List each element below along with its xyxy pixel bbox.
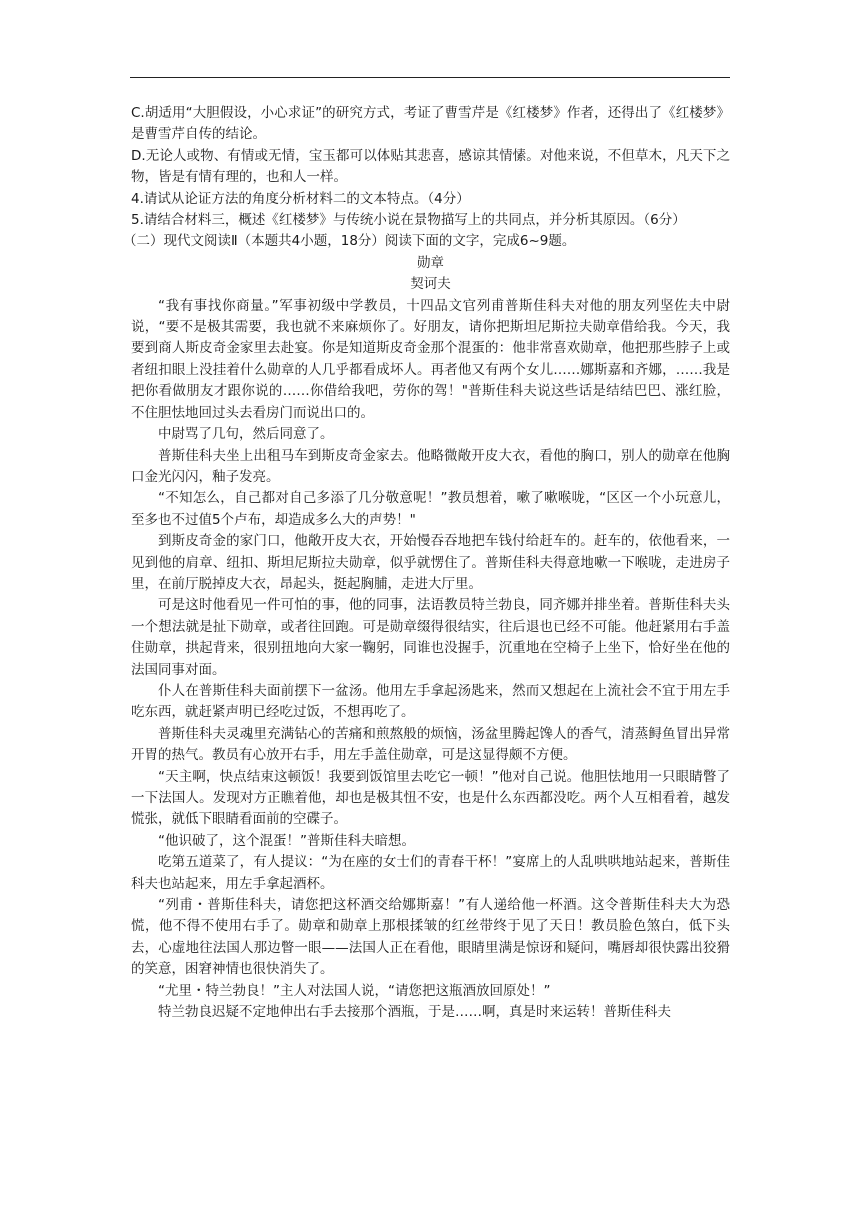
story-paragraph: 特兰勃良迟疑不定地伸出右手去接那个酒瓶，于是……啊，真是时来运转！普斯佳科夫 <box>158 1004 671 1021</box>
question-5: 5.请结合材料三，概述《红楼梦》与传统小说在景物描写上的共同点，并分析其原因。（6分） <box>131 212 686 229</box>
story-paragraph: 普斯佳科夫灵魂里充满钻心的苦痛和煎熬般的烦恼，汤盆里腾起馋人的香气，清蒸鲟鱼冒出异常开胃的热气。教员有心放开右手，用左手盖住勋章，可是这显得颇不方便。 <box>131 725 730 764</box>
story-paragraph: “尤里・特兰勃良！”主人对法国人说，“请您把这瓶酒放回原处！” <box>158 982 551 999</box>
header-rule <box>130 77 730 78</box>
story-paragraph: 可是这时他看见一件可怕的事，他的同事，法语教员特兰勃良，同齐娜并排坐着。普斯佳科夫头一个想法就是扯下勋章，或者往回跑。可是勋章缀得很结实，往后退也已经不可能。他赶紧用右手盖住勋章，拱起背来，很别扭地向大家一鞠躬，同谁也没握手，沉重地在空椅子上坐下，恰好坐在他的法国同事对面。 <box>131 597 730 678</box>
story-title: 勋章 <box>417 254 444 271</box>
story-paragraph: “天主啊，快点结束这顿饭！我要到饭馆里去吃它一顿！”他对自己说。他胆怯地用一只眼睛瞥了一下法国人。发现对方正瞧着他，却也是极其忸不安，也是什么东西都没吃。两个人互相看着，越发慌张，就低下眼睛看面前的空碟子。 <box>131 768 730 828</box>
story-paragraph: “不知怎么，自己都对自己多添了几分敬意呢！”教员想着，嗽了嗽喉咙，“区区一个小玩意儿，至多也不过值5个卢布，却造成多么大的声势！" <box>131 490 730 528</box>
document-page <box>123 103 730 1023</box>
section-heading: （二）现代文阅读Ⅱ（本题共4小题，18分）阅读下面的文字，完成6~9题。 <box>123 233 576 250</box>
story-paragraph: 普斯佳科夫坐上出租马车到斯皮奇金家去。他略微敞开皮大衣，看他的胸口，别人的勋章在他胸口金光闪闪，釉子发亮。 <box>131 447 730 485</box>
question-4: 4.请试从论证方法的角度分析材料二的文本特点。（4分） <box>131 190 470 207</box>
story-paragraph: 中尉骂了几句，然后同意了。 <box>158 426 334 443</box>
story-paragraph: 仆人在普斯佳科夫面前摆下一盆汤。他用左手拿起汤匙来，然而又想起在上流社会不宜于用左手吃东西，就赶紧声明已经吃过饭，不想再吃了。 <box>131 682 730 721</box>
answer-option-c: C.胡适用“大胆假设，小心求证”的研究方式，考证了曹雪芹是《红楼梦》作者，还得出了《红楼梦》是曹雪芹自传的结论。 <box>131 105 730 143</box>
story-paragraph: 吃第五道菜了，有人提议：“为在座的女士们的青春干杯！”宴席上的人乱哄哄地站起来，普斯佳科夫也站起来，用左手拿起酒杯。 <box>131 854 730 892</box>
answer-option-d: D.无论人或物、有情或无情，宝玉都可以体贴其悲喜，感谅其情愫。对他来说，不但草木，凡天下之物，皆是有情有理的，也和人一样。 <box>131 147 730 186</box>
story-paragraph: “他识破了，这个混蛋！”普斯佳科夫暗想。 <box>158 832 415 849</box>
story-paragraph: 到斯皮奇金的家门口，他敞开皮大衣，开始慢吞吞地把车钱付给赶车的。赶车的，依他看来，一见到他的肩章、纽扣、斯坦尼斯拉夫勋章，似乎就愣住了。普斯佳科夫得意地嗽一下喉咙，走进房子里，在前厅脱掉皮大衣，昂起头，挺起胸脯，走进大厅里。 <box>131 533 730 592</box>
story-paragraph: “列甫・普斯佳科夫，请您把这杯酒交给娜斯嘉！”有人递给他一杯酒。这令普斯佳科夫大为恐慌，他不得不使用右手了。勋章和勋章上那根揉皱的红丝带终于见了天日！教员脸色煞白，低下头去，心虚地往法国人那边瞥一眼——法国人正在看他，眼睛里满是惊讶和疑问，嘴唇却很快露出狡猾的笑意，困窘神情也很快消失了。 <box>131 897 730 978</box>
story-paragraph: “我有事找你商量。”军事初级中学教员，十四品文官列甫普斯佳科夫对他的朋友列坚佐夫中尉说，“要不是极其需要，我也就不来麻烦你了。好朋友，请你把斯坦尼斯拉夫勋章借给我。今天，我要到商人斯皮奇金家里去赴宴。你是知道斯皮奇金那个混蛋的：他非常喜欢勋章，他把那些脖子上或者纽扣眼上没挂着什么勋章的人几乎都看成坏人。再者他又有两个女儿……娜斯嘉和齐娜，……我是把你看做朋友才跟你说的……你借给我吧，劳你的驾！"普斯佳科夫说这些话是结结巴巴、涨红脸，不住胆怯地回过头去看房门而说出口的。 <box>131 297 730 421</box>
story-author: 契诃夫 <box>410 276 451 293</box>
